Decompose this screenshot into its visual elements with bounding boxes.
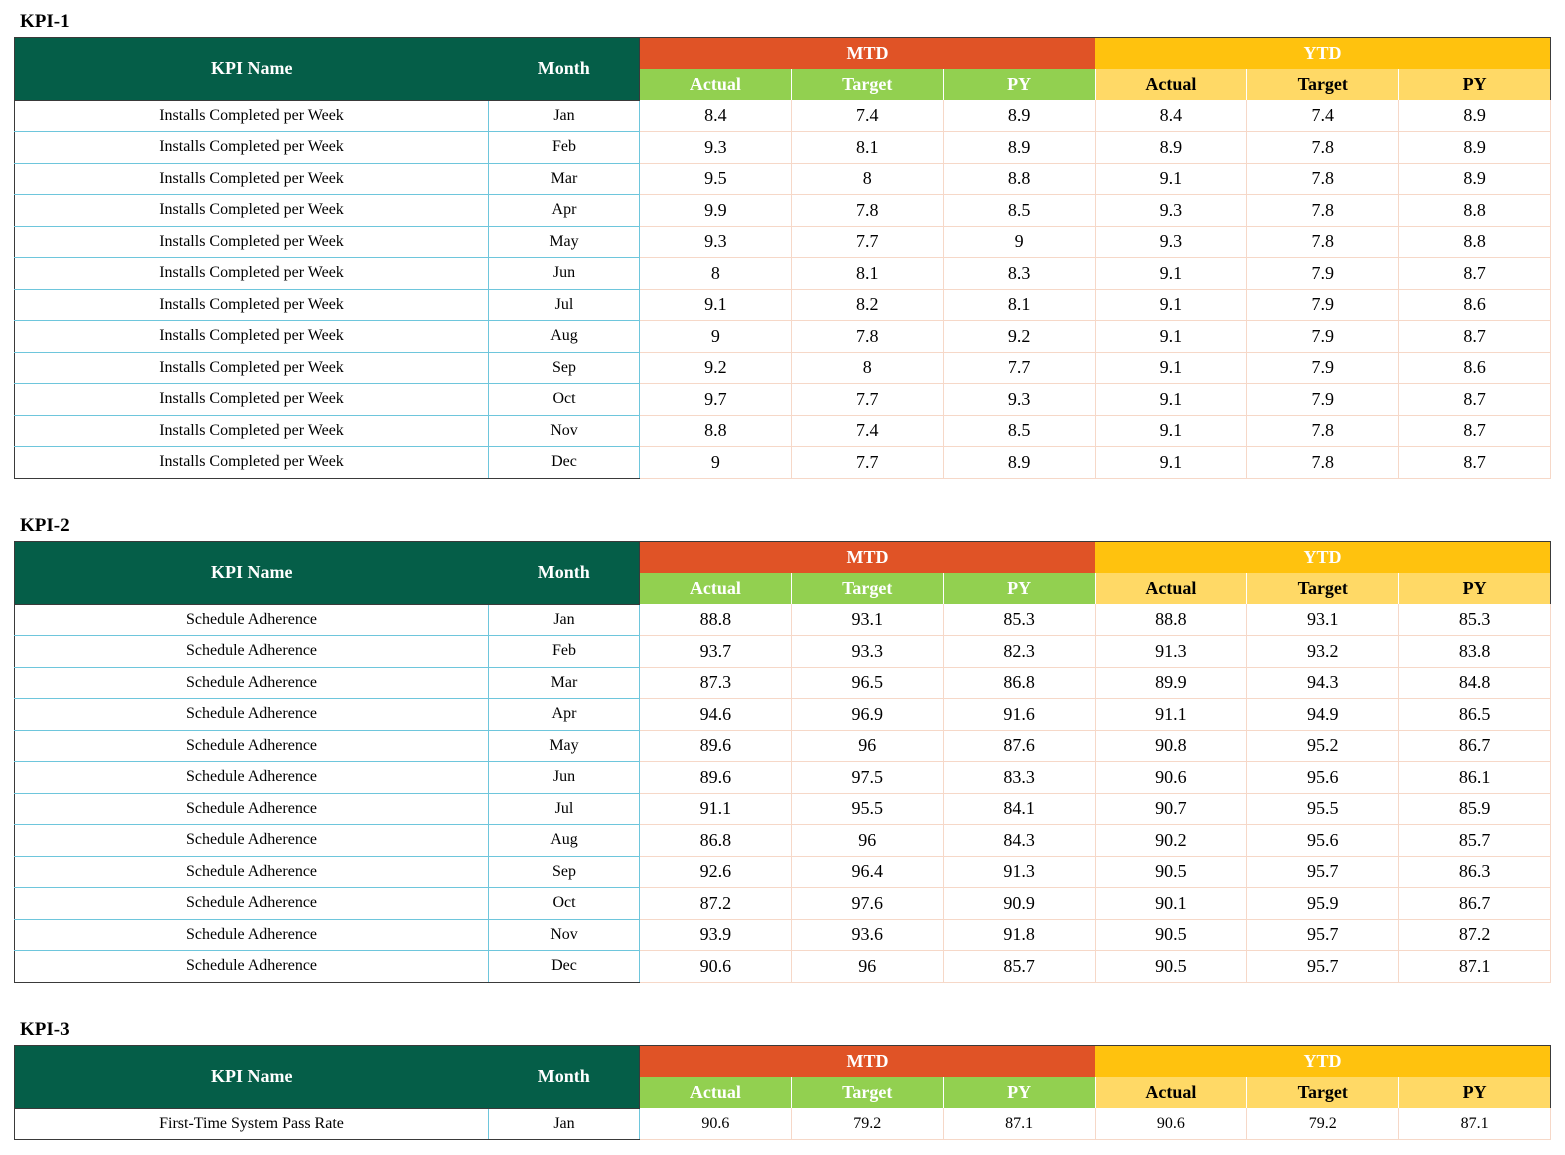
- header-kpi-name: KPI Name: [15, 1046, 489, 1109]
- mtd-py-cell: 8.8: [943, 163, 1095, 195]
- mtd-py-cell: 91.3: [943, 856, 1095, 888]
- ytd-py-cell: 86.5: [1399, 699, 1551, 731]
- mtd-py-cell: 87.6: [943, 730, 1095, 762]
- month-cell: Oct: [489, 384, 640, 416]
- mtd-actual-cell: 91.1: [640, 793, 792, 825]
- month-cell: Nov: [489, 919, 640, 951]
- mtd-actual-cell: 93.7: [640, 636, 792, 668]
- ytd-actual-cell: 90.5: [1095, 856, 1247, 888]
- table-row: [15, 856, 1551, 888]
- mtd-target-cell: 97.5: [791, 762, 943, 794]
- table-row: [15, 699, 1551, 731]
- kpi-2-table: [14, 541, 1551, 983]
- mtd-py-cell: 8.5: [943, 195, 1095, 227]
- ytd-py-cell: 86.7: [1399, 888, 1551, 920]
- kpi-name-cell: Schedule Adherence: [15, 604, 489, 636]
- ytd-py-cell: 8.8: [1399, 195, 1551, 227]
- ytd-target-cell: 7.8: [1247, 415, 1399, 447]
- table-row: [15, 132, 1551, 164]
- ytd-py-cell: 8.9: [1399, 100, 1551, 132]
- ytd-py-cell: 8.6: [1399, 352, 1551, 384]
- ytd-py-cell: 86.1: [1399, 762, 1551, 794]
- table-row: [15, 352, 1551, 384]
- mtd-py-cell: 8.3: [943, 258, 1095, 290]
- mtd-target-cell: 96.4: [791, 856, 943, 888]
- mtd-target-cell: 8.1: [791, 132, 943, 164]
- table-row: [15, 289, 1551, 321]
- ytd-actual-cell: 90.1: [1095, 888, 1247, 920]
- ytd-py-cell: 87.1: [1399, 951, 1551, 983]
- ytd-target-cell: 95.7: [1247, 856, 1399, 888]
- header-ytd-target: Target: [1247, 573, 1399, 604]
- mtd-py-cell: 91.8: [943, 919, 1095, 951]
- mtd-actual-cell: 90.6: [640, 1108, 792, 1140]
- table-row: [15, 100, 1551, 132]
- ytd-target-cell: 7.9: [1247, 258, 1399, 290]
- mtd-target-cell: 93.1: [791, 604, 943, 636]
- ytd-target-cell: 7.9: [1247, 384, 1399, 416]
- header-mtd: MTD: [640, 1046, 1096, 1078]
- month-cell: Nov: [489, 415, 640, 447]
- mtd-py-cell: 85.7: [943, 951, 1095, 983]
- kpi-name-cell: Installs Completed per Week: [15, 447, 489, 479]
- month-cell: Dec: [489, 951, 640, 983]
- mtd-actual-cell: 88.8: [640, 604, 792, 636]
- ytd-py-cell: 8.6: [1399, 289, 1551, 321]
- kpi-name-cell: Schedule Adherence: [15, 793, 489, 825]
- mtd-target-cell: 93.6: [791, 919, 943, 951]
- ytd-py-cell: 86.3: [1399, 856, 1551, 888]
- mtd-target-cell: 8.2: [791, 289, 943, 321]
- kpi-1-title: KPI-1: [20, 11, 70, 32]
- mtd-actual-cell: 94.6: [640, 699, 792, 731]
- table-row: [15, 604, 1551, 636]
- mtd-target-cell: 95.5: [791, 793, 943, 825]
- ytd-target-cell: 95.7: [1247, 919, 1399, 951]
- header-mtd: MTD: [640, 38, 1096, 70]
- mtd-py-cell: 90.9: [943, 888, 1095, 920]
- mtd-py-cell: 8.9: [943, 100, 1095, 132]
- month-cell: Feb: [489, 132, 640, 164]
- mtd-actual-cell: 8: [640, 258, 792, 290]
- header-ytd-py: PY: [1399, 69, 1551, 100]
- ytd-target-cell: 94.3: [1247, 667, 1399, 699]
- ytd-target-cell: 93.1: [1247, 604, 1399, 636]
- kpi-name-cell: Installs Completed per Week: [15, 352, 489, 384]
- ytd-py-cell: 87.1: [1399, 1108, 1551, 1140]
- ytd-target-cell: 95.9: [1247, 888, 1399, 920]
- kpi-name-cell: Installs Completed per Week: [15, 226, 489, 258]
- ytd-py-cell: 8.7: [1399, 258, 1551, 290]
- header-ytd-target: Target: [1247, 69, 1399, 100]
- month-cell: Mar: [489, 667, 640, 699]
- mtd-target-cell: 7.4: [791, 100, 943, 132]
- kpi-name-cell: Schedule Adherence: [15, 825, 489, 857]
- ytd-target-cell: 95.2: [1247, 730, 1399, 762]
- month-cell: Jan: [489, 1108, 640, 1140]
- mtd-target-cell: 96: [791, 951, 943, 983]
- ytd-target-cell: 95.6: [1247, 762, 1399, 794]
- mtd-target-cell: 97.6: [791, 888, 943, 920]
- ytd-actual-cell: 9.1: [1095, 352, 1247, 384]
- table-row: [15, 951, 1551, 983]
- mtd-py-cell: 9.2: [943, 321, 1095, 353]
- header-ytd-target: Target: [1247, 1077, 1399, 1108]
- kpi-name-cell: Installs Completed per Week: [15, 321, 489, 353]
- kpi-name-cell: Schedule Adherence: [15, 730, 489, 762]
- mtd-py-cell: 85.3: [943, 604, 1095, 636]
- ytd-actual-cell: 9.3: [1095, 226, 1247, 258]
- mtd-py-cell: 84.3: [943, 825, 1095, 857]
- kpi-name-cell: Schedule Adherence: [15, 856, 489, 888]
- header-mtd-py: PY: [943, 69, 1095, 100]
- mtd-target-cell: 96: [791, 730, 943, 762]
- mtd-target-cell: 7.8: [791, 195, 943, 227]
- header-ytd-py: PY: [1399, 1077, 1551, 1108]
- kpi-name-cell: Schedule Adherence: [15, 699, 489, 731]
- kpi-2-title: KPI-2: [20, 515, 70, 536]
- header-mtd-py: PY: [943, 573, 1095, 604]
- ytd-py-cell: 84.8: [1399, 667, 1551, 699]
- month-cell: Dec: [489, 447, 640, 479]
- ytd-target-cell: 79.2: [1247, 1108, 1399, 1140]
- kpi-name-cell: Schedule Adherence: [15, 951, 489, 983]
- mtd-target-cell: 96.5: [791, 667, 943, 699]
- ytd-py-cell: 8.9: [1399, 132, 1551, 164]
- table-row: [15, 888, 1551, 920]
- header-mtd-target: Target: [791, 69, 943, 100]
- mtd-target-cell: 8: [791, 352, 943, 384]
- mtd-actual-cell: 9.2: [640, 352, 792, 384]
- mtd-actual-cell: 9.5: [640, 163, 792, 195]
- mtd-py-cell: 84.1: [943, 793, 1095, 825]
- ytd-py-cell: 87.2: [1399, 919, 1551, 951]
- kpi-name-cell: Schedule Adherence: [15, 667, 489, 699]
- ytd-py-cell: 8.7: [1399, 321, 1551, 353]
- ytd-target-cell: 95.5: [1247, 793, 1399, 825]
- mtd-py-cell: 9.3: [943, 384, 1095, 416]
- ytd-target-cell: 94.9: [1247, 699, 1399, 731]
- month-cell: Aug: [489, 825, 640, 857]
- ytd-target-cell: 7.8: [1247, 226, 1399, 258]
- mtd-py-cell: 8.9: [943, 132, 1095, 164]
- month-cell: Feb: [489, 636, 640, 668]
- ytd-actual-cell: 90.8: [1095, 730, 1247, 762]
- ytd-actual-cell: 9.1: [1095, 415, 1247, 447]
- kpi-name-cell: Schedule Adherence: [15, 636, 489, 668]
- table-row: [15, 163, 1551, 195]
- kpi-name-cell: Installs Completed per Week: [15, 289, 489, 321]
- ytd-target-cell: 93.2: [1247, 636, 1399, 668]
- mtd-actual-cell: 86.8: [640, 825, 792, 857]
- ytd-actual-cell: 91.1: [1095, 699, 1247, 731]
- table-row: [15, 226, 1551, 258]
- table-row: [15, 762, 1551, 794]
- month-cell: Jul: [489, 793, 640, 825]
- kpi-1-table: [14, 37, 1551, 479]
- kpi-name-cell: Schedule Adherence: [15, 888, 489, 920]
- header-ytd: YTD: [1095, 38, 1551, 70]
- kpi-name-cell: Installs Completed per Week: [15, 384, 489, 416]
- table-row: [15, 1108, 1551, 1140]
- header-mtd-actual: Actual: [640, 1077, 792, 1108]
- kpi-name-cell: Schedule Adherence: [15, 762, 489, 794]
- table-row: [15, 195, 1551, 227]
- ytd-actual-cell: 9.1: [1095, 447, 1247, 479]
- ytd-actual-cell: 9.1: [1095, 384, 1247, 416]
- header-mtd-target: Target: [791, 573, 943, 604]
- mtd-target-cell: 8: [791, 163, 943, 195]
- ytd-py-cell: 8.7: [1399, 384, 1551, 416]
- ytd-actual-cell: 9.3: [1095, 195, 1247, 227]
- mtd-actual-cell: 89.6: [640, 730, 792, 762]
- ytd-target-cell: 7.4: [1247, 100, 1399, 132]
- mtd-target-cell: 7.7: [791, 447, 943, 479]
- table-row: [15, 919, 1551, 951]
- ytd-target-cell: 7.8: [1247, 195, 1399, 227]
- month-cell: Apr: [489, 699, 640, 731]
- mtd-actual-cell: 9: [640, 321, 792, 353]
- ytd-py-cell: 8.9: [1399, 163, 1551, 195]
- table-row: [15, 667, 1551, 699]
- kpi-name-cell: Installs Completed per Week: [15, 195, 489, 227]
- month-cell: Jan: [489, 604, 640, 636]
- ytd-target-cell: 95.6: [1247, 825, 1399, 857]
- ytd-py-cell: 8.7: [1399, 447, 1551, 479]
- mtd-target-cell: 79.2: [791, 1108, 943, 1140]
- mtd-target-cell: 7.7: [791, 226, 943, 258]
- header-ytd: YTD: [1095, 542, 1551, 574]
- header-ytd-py: PY: [1399, 573, 1551, 604]
- header-kpi-name: KPI Name: [15, 542, 489, 605]
- mtd-py-cell: 7.7: [943, 352, 1095, 384]
- ytd-target-cell: 7.8: [1247, 163, 1399, 195]
- mtd-actual-cell: 9.1: [640, 289, 792, 321]
- ytd-py-cell: 8.8: [1399, 226, 1551, 258]
- kpi-3-title: KPI-3: [20, 1019, 70, 1040]
- ytd-target-cell: 7.9: [1247, 289, 1399, 321]
- mtd-actual-cell: 87.2: [640, 888, 792, 920]
- mtd-py-cell: 8.5: [943, 415, 1095, 447]
- mtd-target-cell: 7.8: [791, 321, 943, 353]
- mtd-actual-cell: 9.9: [640, 195, 792, 227]
- kpi-name-cell: Schedule Adherence: [15, 919, 489, 951]
- mtd-py-cell: 86.8: [943, 667, 1095, 699]
- header-month: Month: [489, 542, 640, 605]
- month-cell: May: [489, 730, 640, 762]
- header-mtd-py: PY: [943, 1077, 1095, 1108]
- ytd-py-cell: 85.3: [1399, 604, 1551, 636]
- header-month: Month: [489, 38, 640, 101]
- ytd-actual-cell: 90.5: [1095, 951, 1247, 983]
- ytd-actual-cell: 91.3: [1095, 636, 1247, 668]
- kpi-name-cell: First-Time System Pass Rate: [15, 1108, 489, 1140]
- mtd-actual-cell: 93.9: [640, 919, 792, 951]
- ytd-actual-cell: 9.1: [1095, 321, 1247, 353]
- mtd-target-cell: 8.1: [791, 258, 943, 290]
- table-row: [15, 447, 1551, 479]
- month-cell: Sep: [489, 856, 640, 888]
- mtd-actual-cell: 8.4: [640, 100, 792, 132]
- ytd-actual-cell: 90.7: [1095, 793, 1247, 825]
- ytd-py-cell: 85.9: [1399, 793, 1551, 825]
- ytd-target-cell: 7.8: [1247, 132, 1399, 164]
- mtd-actual-cell: 90.6: [640, 951, 792, 983]
- header-mtd: MTD: [640, 542, 1096, 574]
- mtd-target-cell: 96: [791, 825, 943, 857]
- kpi-1-table-body: [15, 100, 1551, 478]
- ytd-target-cell: 7.8: [1247, 447, 1399, 479]
- table-row: [15, 825, 1551, 857]
- month-cell: Jan: [489, 100, 640, 132]
- ytd-actual-cell: 9.1: [1095, 258, 1247, 290]
- kpi-name-cell: Installs Completed per Week: [15, 415, 489, 447]
- mtd-py-cell: 9: [943, 226, 1095, 258]
- table-row: [15, 384, 1551, 416]
- ytd-target-cell: 7.9: [1247, 321, 1399, 353]
- table-row: [15, 415, 1551, 447]
- kpi-name-cell: Installs Completed per Week: [15, 100, 489, 132]
- mtd-actual-cell: 89.6: [640, 762, 792, 794]
- month-cell: Sep: [489, 352, 640, 384]
- mtd-target-cell: 96.9: [791, 699, 943, 731]
- month-cell: Jun: [489, 258, 640, 290]
- mtd-py-cell: 87.1: [943, 1108, 1095, 1140]
- header-ytd: YTD: [1095, 1046, 1551, 1078]
- ytd-actual-cell: 8.9: [1095, 132, 1247, 164]
- month-cell: Aug: [489, 321, 640, 353]
- mtd-actual-cell: 9.7: [640, 384, 792, 416]
- ytd-target-cell: 7.9: [1247, 352, 1399, 384]
- mtd-target-cell: 7.4: [791, 415, 943, 447]
- header-ytd-actual: Actual: [1095, 69, 1247, 100]
- ytd-py-cell: 85.7: [1399, 825, 1551, 857]
- table-row: [15, 258, 1551, 290]
- header-month: Month: [489, 1046, 640, 1109]
- mtd-actual-cell: 8.8: [640, 415, 792, 447]
- ytd-actual-cell: 9.1: [1095, 289, 1247, 321]
- mtd-actual-cell: 92.6: [640, 856, 792, 888]
- ytd-actual-cell: 9.1: [1095, 163, 1247, 195]
- table-row: [15, 730, 1551, 762]
- header-ytd-actual: Actual: [1095, 573, 1247, 604]
- mtd-actual-cell: 9: [640, 447, 792, 479]
- mtd-target-cell: 93.3: [791, 636, 943, 668]
- month-cell: Jun: [489, 762, 640, 794]
- header-ytd-actual: Actual: [1095, 1077, 1247, 1108]
- ytd-actual-cell: 90.6: [1095, 762, 1247, 794]
- ytd-actual-cell: 90.6: [1095, 1108, 1247, 1140]
- header-mtd-actual: Actual: [640, 69, 792, 100]
- header-mtd-actual: Actual: [640, 573, 792, 604]
- mtd-actual-cell: 87.3: [640, 667, 792, 699]
- header-mtd-target: Target: [791, 1077, 943, 1108]
- table-row: [15, 793, 1551, 825]
- month-cell: Mar: [489, 163, 640, 195]
- mtd-py-cell: 8.9: [943, 447, 1095, 479]
- kpi-2-table-body: [15, 604, 1551, 982]
- mtd-py-cell: 82.3: [943, 636, 1095, 668]
- ytd-target-cell: 95.7: [1247, 951, 1399, 983]
- mtd-py-cell: 83.3: [943, 762, 1095, 794]
- ytd-py-cell: 8.7: [1399, 415, 1551, 447]
- kpi-name-cell: Installs Completed per Week: [15, 132, 489, 164]
- table-row: [15, 321, 1551, 353]
- mtd-actual-cell: 9.3: [640, 132, 792, 164]
- ytd-actual-cell: 90.5: [1095, 919, 1247, 951]
- month-cell: Apr: [489, 195, 640, 227]
- kpi-3-table: [14, 1045, 1551, 1140]
- table-row: [15, 636, 1551, 668]
- ytd-py-cell: 86.7: [1399, 730, 1551, 762]
- mtd-py-cell: 91.6: [943, 699, 1095, 731]
- month-cell: Jul: [489, 289, 640, 321]
- header-kpi-name: KPI Name: [15, 38, 489, 101]
- kpi-name-cell: Installs Completed per Week: [15, 163, 489, 195]
- kpi-3-table-body: [15, 1108, 1551, 1140]
- ytd-actual-cell: 89.9: [1095, 667, 1247, 699]
- ytd-actual-cell: 88.8: [1095, 604, 1247, 636]
- mtd-actual-cell: 9.3: [640, 226, 792, 258]
- mtd-target-cell: 7.7: [791, 384, 943, 416]
- mtd-py-cell: 8.1: [943, 289, 1095, 321]
- ytd-py-cell: 83.8: [1399, 636, 1551, 668]
- month-cell: Oct: [489, 888, 640, 920]
- month-cell: May: [489, 226, 640, 258]
- ytd-actual-cell: 90.2: [1095, 825, 1247, 857]
- kpi-name-cell: Installs Completed per Week: [15, 258, 489, 290]
- ytd-actual-cell: 8.4: [1095, 100, 1247, 132]
